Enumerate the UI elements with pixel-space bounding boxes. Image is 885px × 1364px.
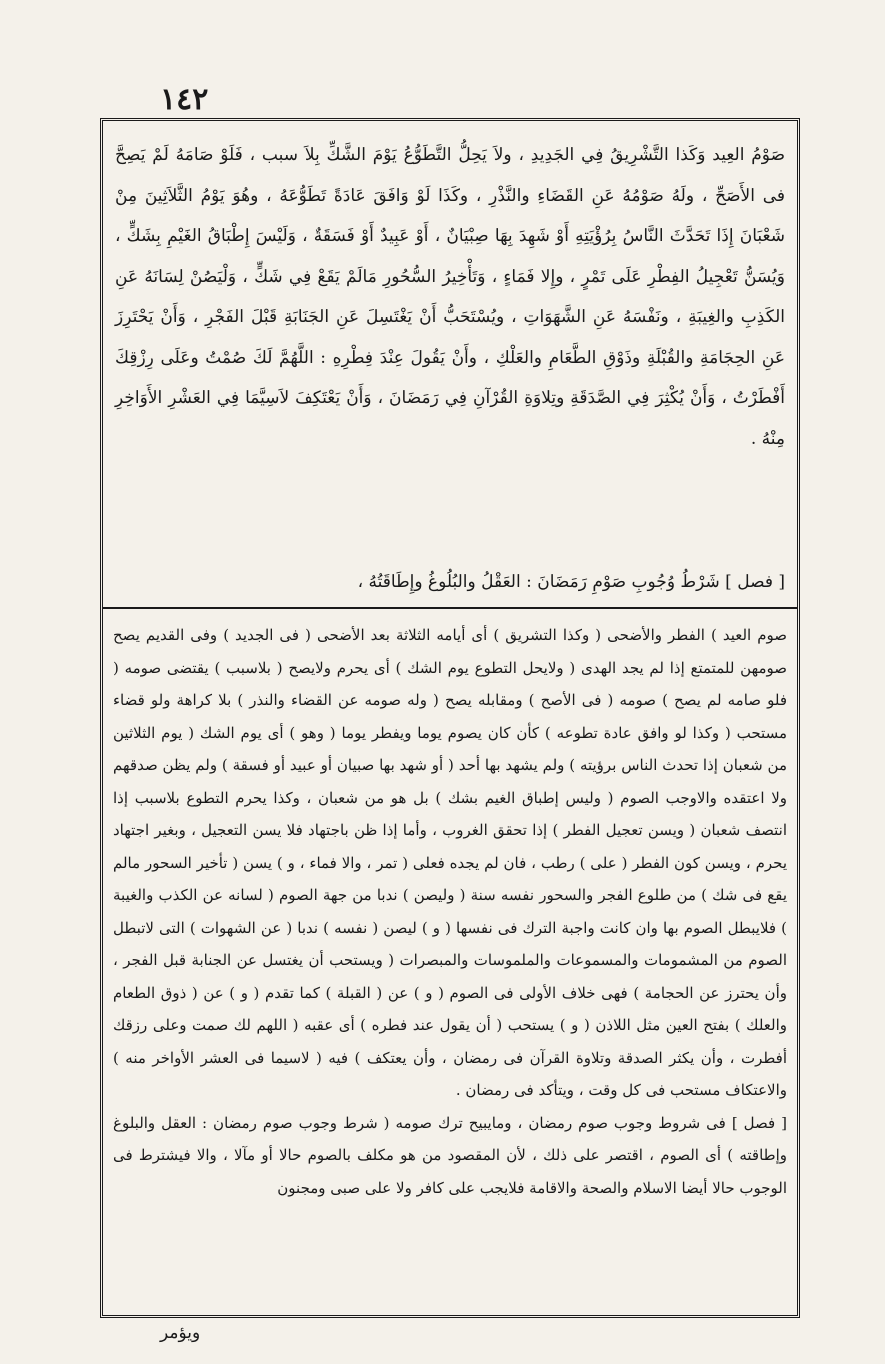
- catchword: ويؤمر: [160, 1323, 201, 1343]
- matn-paragraph: صَوْمُ العِيد وَكَذا التَّشْرِيقُ فِي الجَدِيدِ ، ولاَ يَحِلُّ التَّطَوُّعُ يَوْمَ الشَّكِّ بِلاَ سبب ، فَلَوْ صَامَهُ لَمْ يَصِحَّ فى الأَصَحِّ ، ولَهُ صَوْمُهُ عَنِ القَضَاءِ والنَّذْرِ ، وكَذَا لَوْ وَافَقَ عَادَةً تَطَوُّعَهُ ، وهُوَ يَوْمُ الثَّلاَثِينَ مِنْ شَعْبَانَ إِذَا تَحَدَّثَ النَّاسُ بِرُؤْيَتِهِ أَوْ شَهِدَ بِهَا صِبْيَانٌ ، أَوْ عَبِيدٌ أَوْ فَسَقَةٌ ، وَلَيْسَ إِطْبَاقُ الغَيْمِ بِشَكٍّ ، وَيُسَنُّ تَعْجِيلُ الفِطْرِ عَلَى تَمْرٍ ، وإِلا فَمَاءٍ ، وَتَأْخِيرُ السُّحُورِ مَالَمْ يَقَعْ فِي شَكٍّ ، وَلْيَصُنْ لِسَانَهُ عَنِ الكَذِبِ والغِيبَةِ ، ونَفْسَهُ عَنِ الشَّهَوَاتِ ، ويُسْتَحَبُّ أَنْ يَغْتَسِلَ عَنِ الجَنَابَةِ قَبْلَ الفَجْرِ ، وَأَنْ يَحْتَرِزَ عَنِ الحِجَامَةِ والقُبْلَةِ وذَوْقِ الطَّعَامِ والعَلْكِ ، وأَنْ يَقُولَ عِنْدَ فِطْرِهِ : اللَّهُمَّ لَكَ صُمْتُ وعَلَى رِزْقِكَ أَفْطَرْتُ ، وَأَنْ يُكْثِرَ فِي الصَّدَقَةِ وتِلاوَةِ القُرْآنِ فِي رَمَضَانَ ، وَأَنْ يَعْتَكِفَ لاَسِيَّمَا فِي العَشْرِ الأَوَاخِرِ مِنْهُ .: [115, 145, 785, 449]
- page-frame: [100, 118, 800, 1318]
- matn-fasl-heading: [ فصل ] شَرْطُ وُجُوبِ صَوْمِ رَمَضَانَ : العَقْلُ والبُلُوغُ وإِطَاقَتُهُ ،: [357, 572, 785, 592]
- sharh-commentary-block: [113, 619, 787, 1309]
- sharh-fasl-paragraph: [ فصل ] فى شروط وجوب صوم رمضان ، ومايبيح ترك صومه ( شرط وجوب صوم رمضان : العقل والبلوغ وإطاقته ) أى الصوم ، اقتصر على ذلك ، لأن المقصود من هو مكلف بالصوم حالا أو مآلا ، والا فيشترط فى الوجوب حالا أيضا الاسلام والصحة والاقامة فلايجب على كافر ولا على صبى ومجنون: [113, 1113, 787, 1197]
- section-divider: [103, 607, 797, 609]
- sharh-paragraph: صوم العيد ) الفطر والأضحى ( وكذا التشريق ) أى أيامه الثلاثة بعد الأضحى ( فى الجديد ) وفى القديم يصح صومهن للمتمتع إذا لم يجد الهدى ( ولايحل التطوع يوم الشك ) أى يحرم ولايصح ( بلاسبب ) يقتضى صومه ( فلو صامه لم يصح ) صومه ( فى الأصح ) ومقابله يصح ( وله صومه عن القضاء والنذر ) بلا كراهة ولو قضاء مستحب ( وكذا لو وافق عادة تطوعه ) كأن كان يصوم يوما ويفطر يوما ( وهو ) أى يوم الشك ( يوم الثلاثين من شعبان إذا تحدث الناس برؤيته ) ولم يشهد بها أحد ( أو شهد بها صبيان أو عبيد أو فسقة ) ولم يظن صدقهم ولا اعتقده والاوجب الصوم ( وليس إطباق الغيم بشك ) بل هو من شعبان ، وكذا يحرم التطوع بلاسبب إذا انتصف شعبان ( ويسن تعجيل الفطر ) إذا تحقق الغروب ، وأما إذا ظن باجتهاد فلا يسن التعجيل ، وبغير اجتهاد يحرم ، ويسن كون الفطر ( على ) رطب ، فان لم يجده فعلى ( تمر ، والا فماء ، و ) يسن ( تأخير السحور مالم يقع فى شك ) من طلوع الفجر والسحور نفسه سنة ( وليصن ) ندبا من جهة الصوم ( لسانه عن الكذب والغيبة ) فلايبطل الصوم بها وان كانت واجبة الترك فى نفسها ( و ) ليصن ( نفسه ) ندبا ( عن الشهوات ) التى لاتبطل الصوم من المشمومات والمسموعات والملموسات والمبصرات ( ويستحب أن يغتسل عن الجنابة قبل الفجر ، وأن يحترز عن الحجامة ) فهى خلاف الأولى فى الصوم ( و ) عن ( القبلة ) كما تقدم ( و ) عن ( ذوق الطعام والعلك ) بفتح العين مثل اللاذن ( و ) يستحب ( أن يقول عند فطره ) أى عقبه ( اللهم لك صمت وعلى رزقك أفطرت ، وأن يكثر الصدقة وتلاوة القرآن فى رمضان ، وأن يعتكف ) فيه ( لاسيما فى العشر الأواخر منه ) والاعتكاف مستحب فى كل وقت ، ويتأكد فى رمضان .: [113, 626, 787, 1099]
- matn-text-block: [115, 135, 785, 567]
- page-number: ١٤٢: [160, 82, 209, 117]
